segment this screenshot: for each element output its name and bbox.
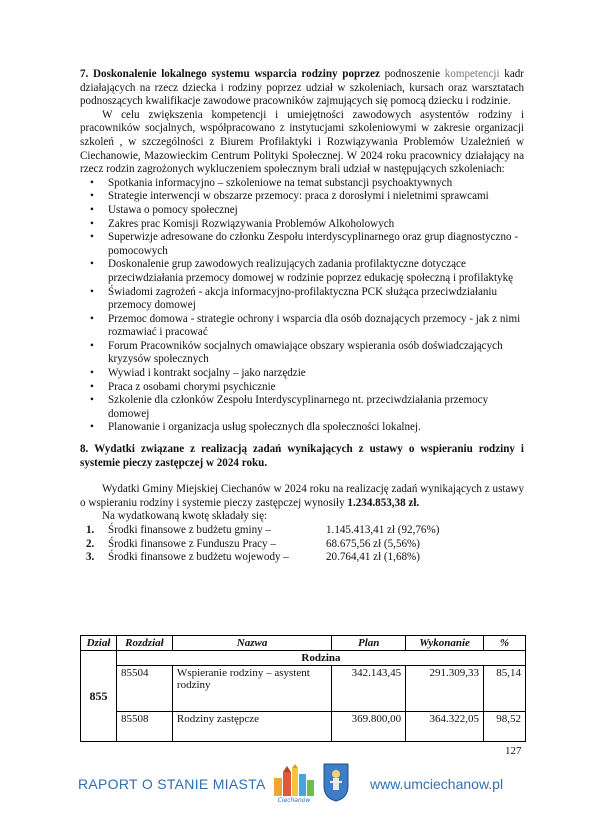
list-item: • Doskonalenie grup zawodowych realizujących zadania profilaktyczne dotyczące przeciwdziałania przemocy domowej w rodzinie poprzez edukację społeczną i profilaktykę [80, 258, 524, 285]
fund-item [80, 524, 524, 538]
rozdzial-cell: 85508 [116, 712, 172, 742]
nazwa-cell: Rodziny zastępcze [172, 712, 331, 742]
fund-number: 2. [86, 537, 95, 550]
group-cell: Rodzina [116, 651, 525, 666]
funds-list [80, 524, 524, 565]
section7-p1-rest: kadr działających na rzecz dziecka i rodziny poprzez udział w szkoleniach, kursach oraz warsztatach podnoszących kwalifikacje zawodowe pracowników zajmujących się pomocą dziecku i rodzinie. [80, 68, 524, 108]
fund-item [80, 538, 524, 552]
page-number: 127 [505, 745, 522, 757]
page-content [80, 68, 524, 565]
list-item: • Praca z osobami chorymi psychicznie [80, 381, 524, 395]
fund-label: Środki finansowe z Funduszu Pracy – [108, 537, 276, 550]
fund-value: 1.145.413,41 zł (92,76%) [326, 524, 440, 536]
list-item: • Ustawa o pomocy społecznej [80, 204, 524, 218]
fund-label: Środki finansowe z budżetu wojewody – [108, 551, 289, 564]
total-amount: 1.234.853,38 zł. [347, 496, 420, 509]
fund-value: 20.764,41 zł (1,68%) [326, 551, 420, 564]
section8-title: 8. Wydatki związane z realizacją zadań wynikających z ustawy o wspieraniu rodziny i systemie pieczy zastępczej w 2024 roku. [80, 443, 524, 469]
footer [0, 762, 594, 812]
fund-number: 3. [86, 551, 95, 564]
fund-label: Środki finansowe z budżetu gminy – [108, 524, 271, 536]
section8-p1-text: Wydatki Gminy Miejskiej Ciechanów w 2024 roku na realizację zadań wynikających z ustawy o wspieraniu rodziny i systemie pieczy zastępczej wynosiły [80, 483, 524, 509]
list-item: • Planowanie i organizacja usług społecznych dla społeczności lokalnej. [80, 421, 524, 435]
footer-website: www.umciechanow.pl [370, 776, 504, 792]
city-logo-icon [272, 764, 316, 804]
fund-item [80, 551, 524, 565]
plan-cell: 369.800,00 [332, 712, 406, 742]
list-item: • Świadomi zagrożeń - akcja informacyjno-profilaktyczna PCK służąca przeciwdziałaniu przemocy domowej [80, 286, 524, 313]
header-wykonanie: Wykonanie [406, 636, 484, 651]
rozdzial-cell: 85504 [116, 666, 172, 712]
list-item: • Szkolenie dla członków Zespołu Interdyscyplinarnego nt. przeciwdziałania przemocy domowej [80, 394, 524, 421]
expenses-table [80, 635, 526, 742]
header-dzial: Dział [81, 636, 117, 651]
percent-cell: 98,52 [484, 712, 526, 742]
section7-paragraph-2: W celu zwiększenia kompetencji i umiejętności zawodowych asystentów rodziny i pracowników socjalnych, współpracowano z instytucjami szkoleniowymi w zakresie organizacji szkoleń , w szczególności z Biurem Profilaktyki i Rozwiązywania Problemów Uzależnień w Ciechanowie, Mazowieckim Centrum Polityki Społecznej. W 2024 roku pracownicy działający na rzecz rodzin zagrożonych wykluczeniem społecznym brali udział w następujących szkoleniach: [80, 108, 524, 176]
section7-title: 7. Doskonalenie lokalnego systemu wsparcia rodziny poprzez [80, 68, 380, 80]
fund-value: 68.675,56 zł (5,56%) [326, 537, 420, 550]
fund-number: 1. [86, 524, 95, 536]
header-rozdzial: Rozdział [116, 636, 172, 651]
wykonanie-cell: 364.322,05 [406, 712, 484, 742]
table-row [81, 666, 526, 712]
table-header-row [81, 636, 526, 651]
header-percent: % [484, 636, 526, 651]
training-list [80, 177, 524, 435]
list-item: • Spotkania informacyjno – szkoleniowe na temat substancji psychoaktywnych [80, 177, 524, 191]
wykonanie-cell: 291.309,33 [406, 666, 484, 712]
list-item: • Wywiad i kontrakt socjalny – jako narzędzie [80, 367, 524, 381]
footer-report-title: RAPORT O STANIE MIASTA [78, 776, 266, 792]
section8-paragraph-2: Na wydatkowaną kwotę składały się: [102, 510, 268, 523]
section8-paragraph-1 [80, 483, 524, 510]
table-row [81, 712, 526, 742]
nazwa-cell: Wspieranie rodziny – asystent rodziny [172, 666, 331, 712]
list-item: • Przemoc domowa - strategie ochrony i wsparcia dla osób doznających przemocy - jak z nimi rozmawiać i pracować [80, 313, 524, 340]
dzial-cell: 855 [81, 651, 117, 742]
coat-of-arms-icon [322, 762, 350, 802]
header-nazwa: Nazwa [172, 636, 331, 651]
logo-text: Ciechanów [277, 797, 311, 804]
plan-cell: 342.143,45 [332, 666, 406, 712]
section7-paragraph-1 [80, 68, 524, 109]
faded-word: kompetencji [444, 68, 500, 80]
header-plan: Plan [332, 636, 406, 651]
section8-title-paragraph [80, 443, 524, 470]
list-item: • Superwizje adresowane do członku Zespołu interdyscyplinarnego oraz grup diagnostyczno -pomocowych [80, 231, 524, 258]
percent-cell: 85,14 [484, 666, 526, 712]
list-item: • Zakres prac Komisji Rozwiązywania Problemów Alkoholowych [80, 218, 524, 232]
list-item: • Forum Pracowników socjalnych omawiające obszary wspierania osób doświadczających kryzysów społecznych [80, 340, 524, 367]
table-group-row [81, 651, 526, 666]
list-item: • Strategie interwencji w obszarze przemocy: praca z dorosłymi i nieletnimi sprawcami [80, 190, 524, 204]
section7-lead: podnoszenie [379, 68, 445, 80]
